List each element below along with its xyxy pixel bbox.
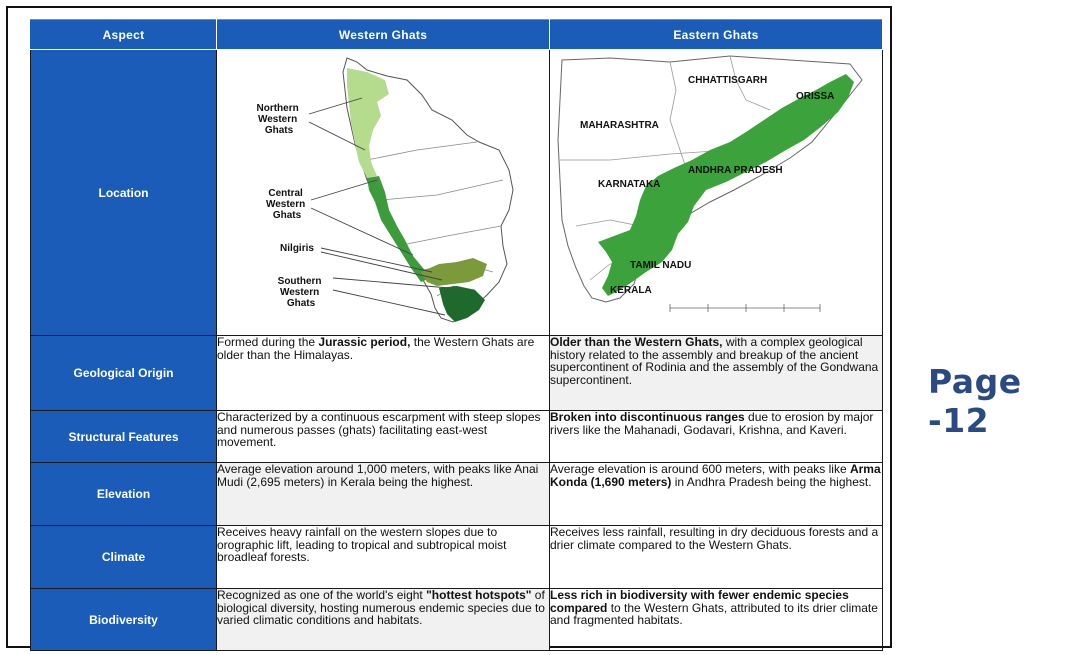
table-row-climate bbox=[31, 526, 883, 589]
bold-run: Older than the Western Ghats, bbox=[550, 335, 723, 349]
table-row-geological-origin bbox=[31, 336, 883, 411]
text-run: with a complex geological history related to the assembly and breakup of the ancient supercontinent of Rodinia and the assembly of the Gondwana supercontinent. bbox=[550, 335, 879, 387]
eastern-biodiversity bbox=[550, 589, 883, 651]
western-ghats-map bbox=[217, 50, 549, 330]
text-run: Recognized as one of the world's eight bbox=[217, 588, 427, 602]
text-run: Average elevation around 1,000 meters, with peaks like Anai Mudi (2,695 meters) in Kerala being the highest. bbox=[217, 462, 539, 489]
western-ghats-map-cell bbox=[217, 50, 550, 336]
northern-ghats-region bbox=[347, 68, 389, 178]
eastern-structural-features bbox=[550, 411, 883, 463]
comparison-table bbox=[30, 19, 883, 651]
text-run: Formed during the bbox=[217, 335, 319, 349]
eastern-ghats-map-cell bbox=[550, 50, 883, 336]
label-orissa: ORISSA bbox=[796, 91, 835, 102]
text-run: in Andhra Pradesh being the highest. bbox=[671, 474, 872, 489]
text-run: the Western Ghats are older than the Himalayas. bbox=[217, 335, 535, 362]
text-run: Average elevation is around 600 meters, with peaks like bbox=[550, 462, 850, 476]
label-karnataka: KARNATAKA bbox=[598, 179, 661, 190]
text-run: due to erosion by major rivers like the Mahanadi, Godavari, Krishna, and Kaveri. bbox=[550, 410, 874, 437]
western-structural-features bbox=[217, 411, 550, 463]
aspect-geological-origin: Geological Origin bbox=[31, 336, 217, 411]
text-run: Receives less rainfall, resulting in dry deciduous forests and a drier climate compared to the Western Ghats. bbox=[550, 525, 879, 552]
scale-bar bbox=[670, 304, 820, 312]
aspect-location: Location bbox=[31, 50, 217, 336]
western-elevation bbox=[217, 463, 550, 526]
table-row-location bbox=[31, 50, 883, 336]
western-geological-origin bbox=[217, 336, 550, 411]
text-run: to the Western Ghats, attributed to its drier climate and fragmented habitats. bbox=[550, 600, 878, 628]
bold-run: Broken into discontinuous ranges bbox=[550, 410, 745, 424]
table-row-elevation bbox=[31, 463, 883, 526]
bold-run: Arma Konda (1,690 meters) bbox=[550, 462, 881, 489]
aspect-climate: Climate bbox=[31, 526, 217, 589]
aspect-elevation: Elevation bbox=[31, 463, 217, 526]
eastern-climate bbox=[550, 526, 883, 589]
text-run: of biological diversity, hosting numerous endemic species due to varied climatic conditions and habitats. bbox=[217, 588, 545, 628]
page-number-label: Page -12 bbox=[928, 362, 1022, 440]
bold-run: "hottest hotspots" bbox=[426, 588, 532, 602]
central-ghats-region bbox=[367, 176, 431, 282]
western-biodiversity bbox=[217, 589, 550, 651]
label-southern-western-ghats: Southern Western Ghats bbox=[277, 276, 322, 309]
label-kerala: KERALA bbox=[610, 285, 652, 296]
label-northern-western-ghats: Northern Western Ghats bbox=[256, 103, 299, 136]
header-aspect: Aspect bbox=[31, 20, 217, 50]
eastern-geological-origin bbox=[550, 336, 883, 411]
table-row-biodiversity bbox=[31, 589, 883, 651]
text-run: Characterized by a continuous escarpment with steep slopes and numerous passes (ghats) facilitating east-west movement. bbox=[217, 410, 541, 450]
header-eastern-ghats: Eastern Ghats bbox=[550, 20, 883, 50]
table-row-structural-features bbox=[31, 411, 883, 463]
bold-run: Jurassic period, bbox=[318, 335, 411, 349]
header-western-ghats: Western Ghats bbox=[217, 20, 550, 50]
label-tamil-nadu: TAMIL NADU bbox=[630, 260, 692, 271]
label-maharashtra: MAHARASHTRA bbox=[580, 120, 659, 131]
aspect-structural-features: Structural Features bbox=[31, 411, 217, 463]
western-climate bbox=[217, 526, 550, 589]
eastern-ghats-map bbox=[550, 50, 882, 330]
text-run: Receives heavy rainfall on the western slopes due to orographic lift, leading to tropical and subtropical moist broadleaf forests. bbox=[217, 525, 507, 565]
bold-run: Less rich in biodiversity with fewer endemic species compared bbox=[550, 588, 849, 615]
eastern-elevation bbox=[550, 463, 883, 526]
label-central-western-ghats: Central Western Ghats bbox=[265, 188, 306, 221]
label-chhattisgarh: CHHATTISGARH bbox=[688, 75, 768, 86]
southern-ghats-region bbox=[439, 286, 485, 322]
label-andhra-pradesh: ANDHRA PRADESH bbox=[688, 165, 783, 176]
header-row bbox=[31, 20, 883, 50]
aspect-biodiversity: Biodiversity bbox=[31, 589, 217, 651]
label-nilgiris: Nilgiris bbox=[280, 243, 314, 254]
